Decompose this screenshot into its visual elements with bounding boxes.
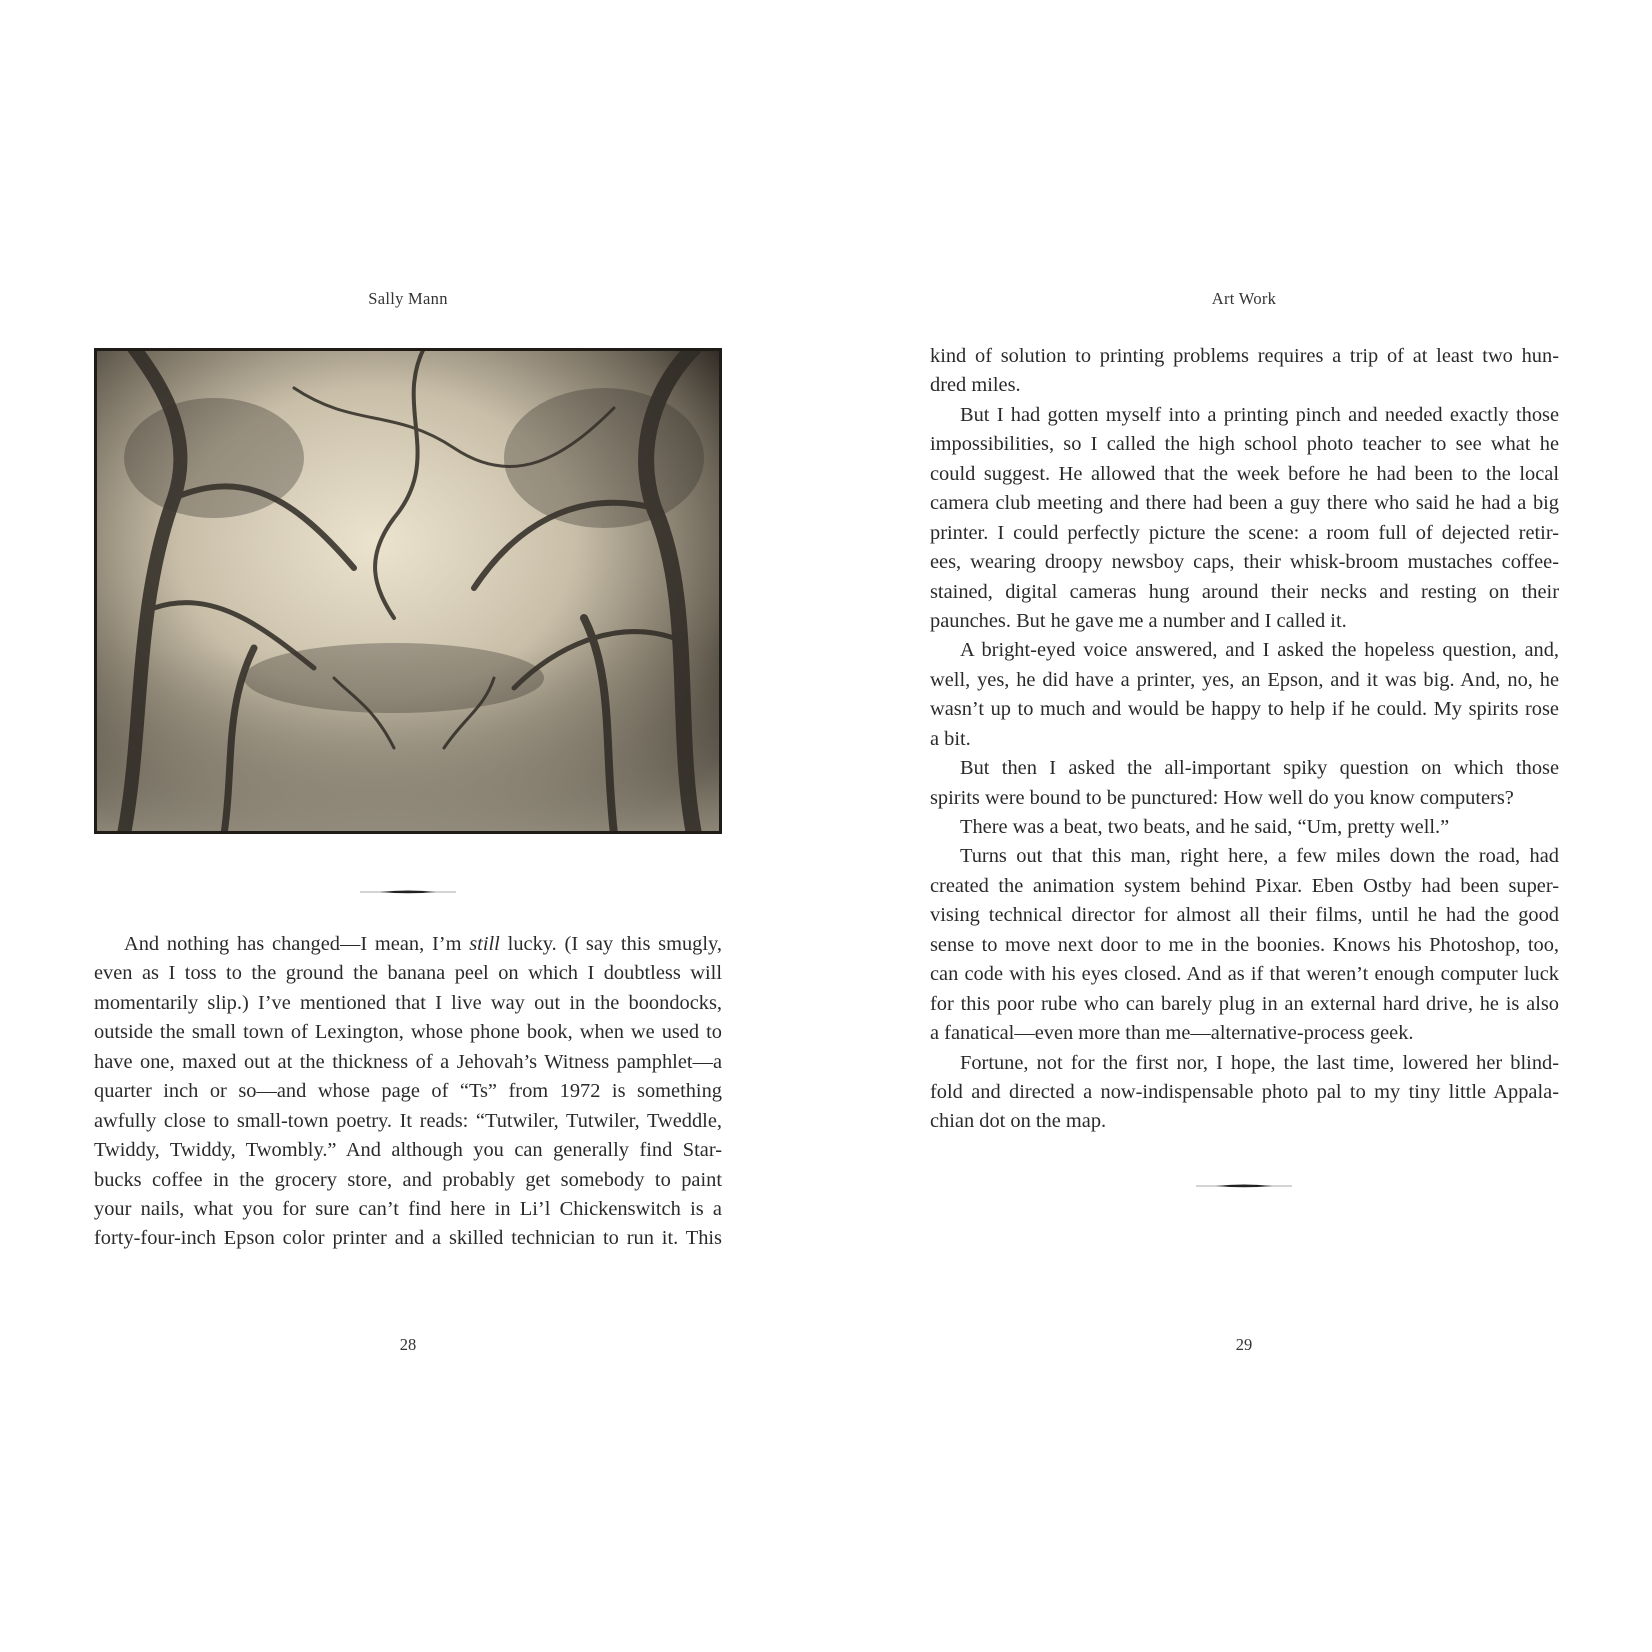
text-line: quarter inch or so—and whose page of “Ts” from 1972 is something	[94, 1080, 722, 1103]
text-line: can code with his eyes closed. And as if that weren’t enough computer luck	[930, 963, 1559, 986]
text-line: wasn’t up to much and would be happy to help if he could. My spirits rose	[930, 698, 1559, 721]
text-line: could suggest. He allowed that the week before he had been to the local	[930, 462, 1559, 485]
text-line: for this poor rube who can barely plug in an external hard drive, he is also	[930, 992, 1559, 1015]
running-head-right: Art Work	[1211, 289, 1277, 308]
text-line: printer. I could perfectly picture the scene: a room full of dejected retir-	[930, 521, 1559, 544]
text-line: well, yes, he did have a printer, yes, an Epson, and it was big. And, no, he	[930, 668, 1559, 691]
text-line: kind of solution to printing problems requires a trip of at least two hun-	[930, 345, 1559, 367]
text-line: fold and directed a now-indispensable photo pal to my tiny little Appala-	[930, 1080, 1559, 1103]
text-line: bucks coffee in the grocery store, and probably get somebody to paint	[94, 1168, 722, 1191]
text-line: sense to move next door to me in the boonies. Knows his Photoshop, too,	[930, 933, 1559, 956]
running-head-left: Sally Mann	[368, 289, 448, 308]
text-line: a fanatical—even more than me—alternative-process geek.	[930, 1022, 1414, 1045]
text-line: your nails, what you for sure can’t find here in Li’l Chickenswitch is a	[94, 1197, 722, 1220]
text-line: spirits were bound to be punctured: How well do you know computers?	[930, 786, 1514, 809]
section-break-ornament	[1196, 1182, 1292, 1190]
text-line: There was a beat, two beats, and he said, “Um, pretty well.”	[960, 816, 1450, 838]
text-line: stained, digital cameras hung around their necks and resting on their	[930, 580, 1559, 603]
body-text-left	[94, 930, 722, 1254]
text-line: momentarily slip.) I’ve mentioned that I live way out in the boondocks,	[94, 991, 722, 1014]
text-line: paunches. But he gave me a number and I called it.	[930, 609, 1347, 632]
section-break-ornament	[360, 888, 456, 896]
text-line: even as I toss to the ground the banana peel on which I doubtless will	[94, 962, 722, 985]
text-line: impossibilities, so I called the high school photo teacher to see what he	[930, 433, 1559, 456]
text-line: Twiddy, Twiddy, Twombly.” And although you can generally find Star-	[94, 1139, 722, 1162]
text-line: Fortune, not for the first nor, I hope, the last time, lowered her blind-	[960, 1051, 1559, 1074]
text-line: have one, maxed out at the thickness of a Jehovah’s Witness pamphlet—a	[94, 1050, 722, 1073]
text-line: camera club meeting and there had been a guy there who said he had a big	[930, 492, 1559, 515]
italic-emphasis: still	[469, 933, 500, 955]
tree-avenue-photograph	[94, 348, 722, 834]
text-line: chian dot on the map.	[930, 1110, 1107, 1133]
text-line: A bright-eyed voice answered, and I asked the hopeless question, and,	[960, 639, 1559, 662]
text-line: And nothing has changed—I mean, I’m still lucky. (I say this smugly,	[124, 933, 723, 955]
text-line: vising technical director for almost all their films, until he had the good	[930, 904, 1559, 927]
text-line: forty-four-inch Epson color printer and a skilled technician to run it. This	[94, 1227, 722, 1250]
body-text-right	[930, 342, 1559, 1137]
text-line: ees, wearing droopy newsboy caps, their whisk-broom mustaches coffee-	[930, 551, 1559, 574]
text-line: created the animation system behind Pixar. Eben Ostby had been super-	[930, 874, 1559, 897]
text-line: But I had gotten myself into a printing pinch and needed exactly those	[960, 403, 1559, 426]
text-line: But then I asked the all-important spiky question on which those	[960, 757, 1559, 780]
text-line: outside the small town of Lexington, whose phone book, when we used to	[94, 1021, 722, 1044]
text-line: awfully close to small-town poetry. It reads: “Tutwiler, Tutwiler, Tweddle,	[94, 1109, 722, 1132]
page-number-right: 29	[1235, 1335, 1253, 1354]
text-line: a bit.	[930, 727, 971, 750]
page-number-left: 28	[399, 1335, 417, 1354]
text-line: Turns out that this man, right here, a few miles down the road, had	[960, 845, 1559, 868]
text-line: dred miles.	[930, 374, 1021, 397]
